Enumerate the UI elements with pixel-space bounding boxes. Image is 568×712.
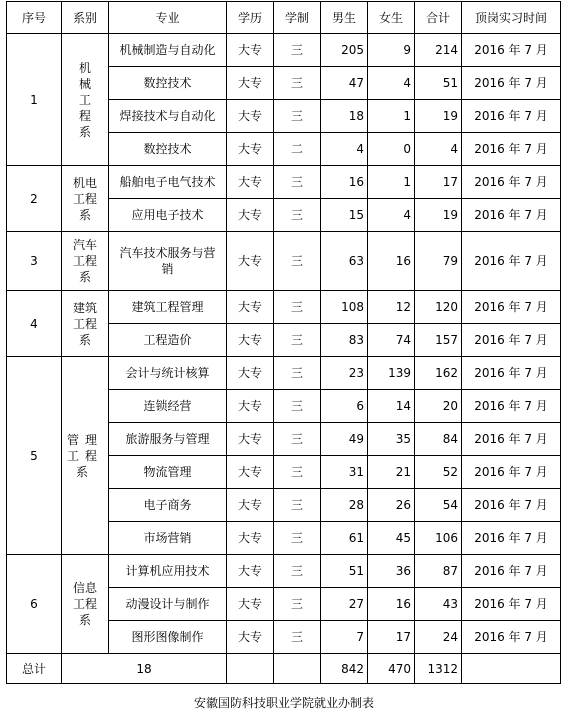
header-years: 学制 <box>274 2 321 34</box>
table-row <box>7 291 561 324</box>
major-name: 计算机应用技术 <box>109 555 227 588</box>
internship-time: 2016 年 7 月 <box>462 522 561 555</box>
total-count: 79 <box>415 232 462 291</box>
total-count: 24 <box>415 621 462 654</box>
study-years: 三 <box>274 522 321 555</box>
male-count: 31 <box>321 456 368 489</box>
female-count: 17 <box>368 621 415 654</box>
table-row <box>7 34 561 67</box>
totals-empty-time <box>462 654 561 684</box>
education-level: 大专 <box>227 100 274 133</box>
totals-label: 总计 <box>7 654 62 684</box>
internship-time: 2016 年 7 月 <box>462 489 561 522</box>
male-count: 47 <box>321 67 368 100</box>
header-index: 序号 <box>7 2 62 34</box>
dept-name-line: 程 <box>78 108 91 123</box>
total-count: 84 <box>415 423 462 456</box>
study-years: 三 <box>274 357 321 390</box>
dept-name-line: 工程 <box>72 191 97 206</box>
dept-name-line: 工 <box>78 92 91 107</box>
internship-time: 2016 年 7 月 <box>462 390 561 423</box>
internship-time: 2016 年 7 月 <box>462 67 561 100</box>
total-count: 157 <box>415 324 462 357</box>
totals-empty-years <box>274 654 321 684</box>
dept-name-line: 工程 <box>72 597 97 611</box>
education-level: 大专 <box>227 456 274 489</box>
internship-time: 2016 年 7 月 <box>462 232 561 291</box>
education-level: 大专 <box>227 357 274 390</box>
study-years: 三 <box>274 390 321 423</box>
dept-name-line: 信息 <box>72 581 97 595</box>
study-years: 三 <box>274 621 321 654</box>
totals-majors: 18 <box>62 654 227 684</box>
education-level: 大专 <box>227 423 274 456</box>
row-index: 5 <box>7 357 62 555</box>
study-years: 二 <box>274 133 321 166</box>
header-female: 女生 <box>368 2 415 34</box>
header-total: 合计 <box>415 2 462 34</box>
female-count: 0 <box>368 133 415 166</box>
male-count: 15 <box>321 199 368 232</box>
female-count: 139 <box>368 357 415 390</box>
major-name: 会计与统计核算 <box>109 357 227 390</box>
total-count: 52 <box>415 456 462 489</box>
header-edu: 学历 <box>227 2 274 34</box>
female-count: 1 <box>368 100 415 133</box>
major-name: 市场营销 <box>109 522 227 555</box>
row-index: 6 <box>7 555 62 654</box>
total-count: 43 <box>415 588 462 621</box>
dept-name <box>62 357 109 555</box>
male-count: 4 <box>321 133 368 166</box>
female-count: 35 <box>368 423 415 456</box>
totals-empty-edu <box>227 654 274 684</box>
major-name: 旅游服务与管理 <box>109 423 227 456</box>
major-name: 数控技术 <box>109 133 227 166</box>
female-count: 12 <box>368 291 415 324</box>
internship-time: 2016 年 7 月 <box>462 423 561 456</box>
study-years: 三 <box>274 489 321 522</box>
education-level: 大专 <box>227 199 274 232</box>
female-count: 9 <box>368 34 415 67</box>
study-years: 三 <box>274 588 321 621</box>
total-count: 20 <box>415 390 462 423</box>
study-years: 三 <box>274 166 321 199</box>
major-name: 工程造价 <box>109 324 227 357</box>
female-count: 16 <box>368 588 415 621</box>
study-years: 三 <box>274 34 321 67</box>
dept-name-line: 汽车 <box>72 238 97 252</box>
header-male: 男生 <box>321 2 368 34</box>
header-row <box>7 2 561 34</box>
table-row <box>7 357 561 390</box>
totals-total: 1312 <box>415 654 462 684</box>
dept-name-line: 系 <box>78 207 91 222</box>
education-level: 大专 <box>227 555 274 588</box>
internship-time: 2016 年 7 月 <box>462 199 561 232</box>
major-name: 图形图像制作 <box>109 621 227 654</box>
dept-name-line: 管理 <box>66 432 103 447</box>
total-count: 4 <box>415 133 462 166</box>
header-major: 专业 <box>109 2 227 34</box>
female-count: 4 <box>368 67 415 100</box>
internship-time: 2016 年 7 月 <box>462 456 561 489</box>
dept-name <box>62 291 109 357</box>
totals-row <box>7 654 561 684</box>
row-index: 2 <box>7 166 62 232</box>
study-years: 三 <box>274 100 321 133</box>
education-level: 大专 <box>227 588 274 621</box>
row-index: 4 <box>7 291 62 357</box>
male-count: 16 <box>321 166 368 199</box>
internship-time: 2016 年 7 月 <box>462 291 561 324</box>
education-level: 大专 <box>227 390 274 423</box>
dept-name-line: 机 <box>78 60 91 75</box>
major-name: 物流管理 <box>109 456 227 489</box>
education-level: 大专 <box>227 166 274 199</box>
total-count: 162 <box>415 357 462 390</box>
female-count: 26 <box>368 489 415 522</box>
dept-name <box>62 166 109 232</box>
total-count: 54 <box>415 489 462 522</box>
male-count: 108 <box>321 291 368 324</box>
education-level: 大专 <box>227 621 274 654</box>
total-count: 51 <box>415 67 462 100</box>
study-years: 三 <box>274 67 321 100</box>
dept-name <box>62 34 109 166</box>
dept-name <box>62 232 109 291</box>
study-years: 三 <box>274 232 321 291</box>
total-count: 19 <box>415 199 462 232</box>
major-name: 动漫设计与制作 <box>109 588 227 621</box>
female-count: 45 <box>368 522 415 555</box>
major-name-line: 销 <box>161 262 174 276</box>
male-count: 83 <box>321 324 368 357</box>
total-count: 214 <box>415 34 462 67</box>
internship-time: 2016 年 7 月 <box>462 100 561 133</box>
male-count: 27 <box>321 588 368 621</box>
study-years: 三 <box>274 423 321 456</box>
totals-male: 842 <box>321 654 368 684</box>
study-years: 三 <box>274 291 321 324</box>
dept-name-line: 系 <box>78 332 91 347</box>
female-count: 36 <box>368 555 415 588</box>
total-count: 106 <box>415 522 462 555</box>
internship-time: 2016 年 7 月 <box>462 34 561 67</box>
total-count: 87 <box>415 555 462 588</box>
major-name: 焊接技术与自动化 <box>109 100 227 133</box>
study-years: 三 <box>274 324 321 357</box>
dept-name-line: 机电 <box>72 175 97 190</box>
employment-table <box>6 1 561 684</box>
male-count: 61 <box>321 522 368 555</box>
dept-name <box>62 555 109 654</box>
male-count: 51 <box>321 555 368 588</box>
education-level: 大专 <box>227 133 274 166</box>
male-count: 49 <box>321 423 368 456</box>
row-index: 3 <box>7 232 62 291</box>
dept-name-line: 建筑 <box>72 300 97 315</box>
education-level: 大专 <box>227 67 274 100</box>
female-count: 74 <box>368 324 415 357</box>
dept-name-line: 系 <box>78 270 91 284</box>
education-level: 大专 <box>227 489 274 522</box>
major-name: 建筑工程管理 <box>109 291 227 324</box>
major-name: 数控技术 <box>109 67 227 100</box>
female-count: 14 <box>368 390 415 423</box>
internship-time: 2016 年 7 月 <box>462 357 561 390</box>
internship-time: 2016 年 7 月 <box>462 324 561 357</box>
total-count: 17 <box>415 166 462 199</box>
education-level: 大专 <box>227 324 274 357</box>
major-name: 电子商务 <box>109 489 227 522</box>
major-name: 船舶电子电气技术 <box>109 166 227 199</box>
male-count: 28 <box>321 489 368 522</box>
internship-time: 2016 年 7 月 <box>462 621 561 654</box>
table-row <box>7 166 561 199</box>
education-level: 大专 <box>227 522 274 555</box>
female-count: 16 <box>368 232 415 291</box>
education-level: 大专 <box>227 232 274 291</box>
male-count: 23 <box>321 357 368 390</box>
table-row <box>7 555 561 588</box>
dept-name-line: 工程 <box>72 254 97 268</box>
internship-time: 2016 年 7 月 <box>462 588 561 621</box>
major-name: 应用电子技术 <box>109 199 227 232</box>
female-count: 21 <box>368 456 415 489</box>
female-count: 4 <box>368 199 415 232</box>
major-name <box>109 232 227 291</box>
male-count: 7 <box>321 621 368 654</box>
male-count: 205 <box>321 34 368 67</box>
female-count: 1 <box>368 166 415 199</box>
total-count: 19 <box>415 100 462 133</box>
dept-name-line: 系 <box>78 613 91 627</box>
dept-name-line: 工程 <box>66 448 103 463</box>
education-level: 大专 <box>227 291 274 324</box>
education-level: 大专 <box>227 34 274 67</box>
dept-name-line: 工程 <box>72 316 97 331</box>
study-years: 三 <box>274 456 321 489</box>
totals-female: 470 <box>368 654 415 684</box>
header-internship-time: 顶岗实习时间 <box>462 2 561 34</box>
study-years: 三 <box>274 555 321 588</box>
dept-name-line: 系 <box>78 124 91 139</box>
internship-time: 2016 年 7 月 <box>462 166 561 199</box>
major-name: 机械制造与自动化 <box>109 34 227 67</box>
internship-time: 2016 年 7 月 <box>462 133 561 166</box>
major-name: 连锁经营 <box>109 390 227 423</box>
male-count: 18 <box>321 100 368 133</box>
internship-time: 2016 年 7 月 <box>462 555 561 588</box>
major-name-line: 汽车技术服务与营 <box>119 246 216 260</box>
total-count: 120 <box>415 291 462 324</box>
dept-name-line: 系 <box>75 464 94 479</box>
table-row <box>7 232 561 291</box>
row-index: 1 <box>7 34 62 166</box>
header-dept: 系别 <box>62 2 109 34</box>
male-count: 63 <box>321 232 368 291</box>
male-count: 6 <box>321 390 368 423</box>
dept-name-line: 械 <box>78 76 91 91</box>
footer-note: 安徽国防科技职业学院就业办制表 <box>193 696 374 710</box>
study-years: 三 <box>274 199 321 232</box>
